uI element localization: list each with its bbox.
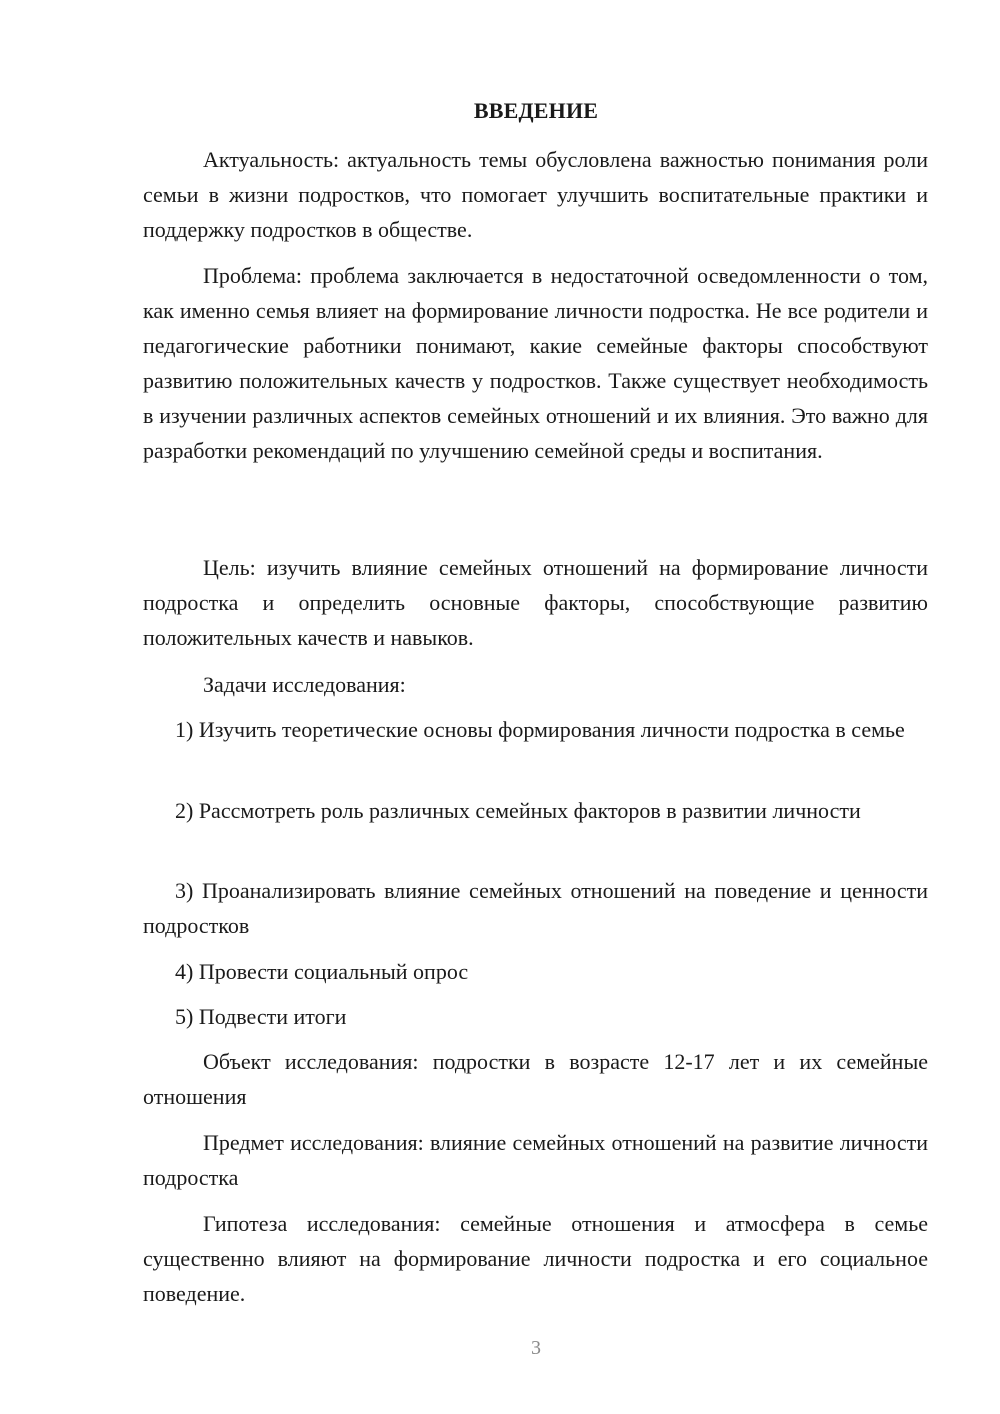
- subject-paragraph: Предмет исследования: влияние семейных отношений на развитие личности подростка: [143, 1130, 928, 1190]
- tasks-title: Задачи исследования:: [203, 672, 406, 697]
- relevance-paragraph: Актуальность: актуальность темы обусловлена важностью понимания роли семьи в жизни подростков, что помогает улучшить воспитательные практики и поддержку подростков в обществе.: [143, 147, 928, 242]
- goal-paragraph: Цель: изучить влияние семейных отношений на формирование личности подростка и определить основные факторы, способствующие развитию положительных качеств и навыков.: [143, 555, 928, 650]
- task-item-5: 5) Подвести итоги: [175, 1004, 347, 1029]
- problem-paragraph: Проблема: проблема заключается в недостаточной осведомленности о том, как именно семья влияет на формирование личности подростка. Не все родители и педагогические работники понимают, какие семейные факторы способствуют развитию положительных качеств у подростков. Также существует необходимость в изучении различных аспектов семейных отношений и их влияния. Это важно для разработки рекомендаций по улучшению семейной среды и воспитания.: [143, 263, 928, 463]
- hypothesis-paragraph: Гипотеза исследования: семейные отношения и атмосфера в семье существенно влияют на формирование личности подростка и его социальное поведение.: [143, 1211, 928, 1306]
- task-item-2: 2) Рассмотреть роль различных семейных факторов в развитии личности: [175, 798, 861, 823]
- object-paragraph: Объект исследования: подростки в возрасте 12-17 лет и их семейные отношения: [143, 1049, 928, 1109]
- task-item-1: 1) Изучить теоретические основы формирования личности подростка в семье: [175, 717, 905, 742]
- section-heading: ВВЕДЕНИЕ: [473, 98, 599, 123]
- page-number: 3: [531, 1337, 541, 1359]
- task-item-3: 3) Проанализировать влияние семейных отношений на поведение и ценности подростков: [143, 878, 928, 938]
- task-item-4: 4) Провести социальный опрос: [175, 959, 469, 984]
